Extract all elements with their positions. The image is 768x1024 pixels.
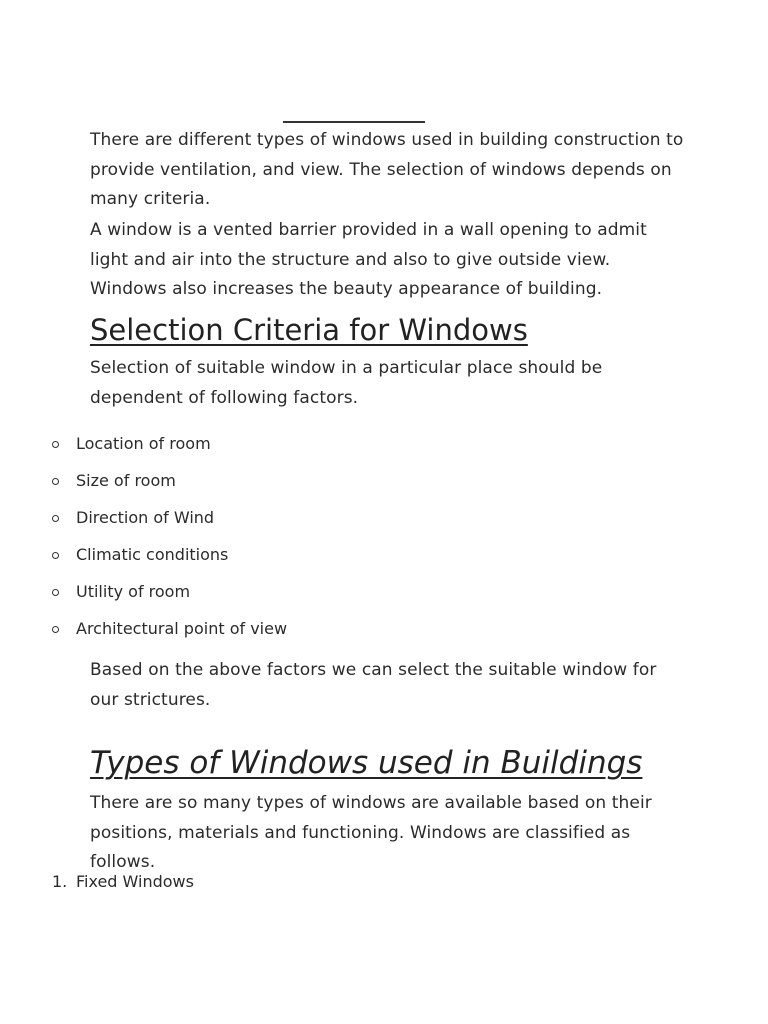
window-types-intro-paragraph: There are so many types of windows are available based on their positions, materials and functioning. Windows are classified as follows. [90,793,652,872]
selection-intro-paragraph: Selection of suitable window in a particular place should be dependent of following factors. [90,358,603,408]
intro-paragraph-2: A window is a vented barrier provided in a wall opening to admit light and air into the structure and also to give outside view. Windows also increases the beauty appearance of building. [90,220,647,299]
list-item [0,580,600,617]
top-divider-line [283,121,425,123]
list-item-label: Fixed Windows [76,872,194,891]
list-item-number: 1. [52,872,68,891]
list-item [0,543,600,580]
intro-paragraph-1: There are different types of windows used in building construction to provide ventilation, and view. The selection of windows depends on many criteria. [90,130,684,209]
list-item [0,506,600,543]
factor-label: Architectural point of view [76,619,288,638]
factor-label: Size of room [76,471,176,490]
circle-bullet-icon [52,515,59,522]
circle-bullet-icon [52,626,59,633]
list-item [0,432,600,469]
factor-label: Utility of room [76,582,191,601]
circle-bullet-icon [52,478,59,485]
circle-bullet-icon [52,589,59,596]
selection-factors-list [0,432,600,654]
factor-label: Climatic conditions [76,545,229,564]
list-item [0,469,600,506]
window-types-heading: Types of Windows used in Buildings [90,745,643,781]
factor-label: Direction of Wind [76,508,215,527]
factor-label: Location of room [76,434,211,453]
selection-criteria-heading: Selection Criteria for Windows [90,313,528,347]
numbered-list-item [0,869,600,895]
circle-bullet-icon [52,552,59,559]
selection-conclusion-paragraph: Based on the above factors we can select the suitable window for our strictures. [90,660,657,710]
list-item [0,617,600,654]
circle-bullet-icon [52,441,59,448]
